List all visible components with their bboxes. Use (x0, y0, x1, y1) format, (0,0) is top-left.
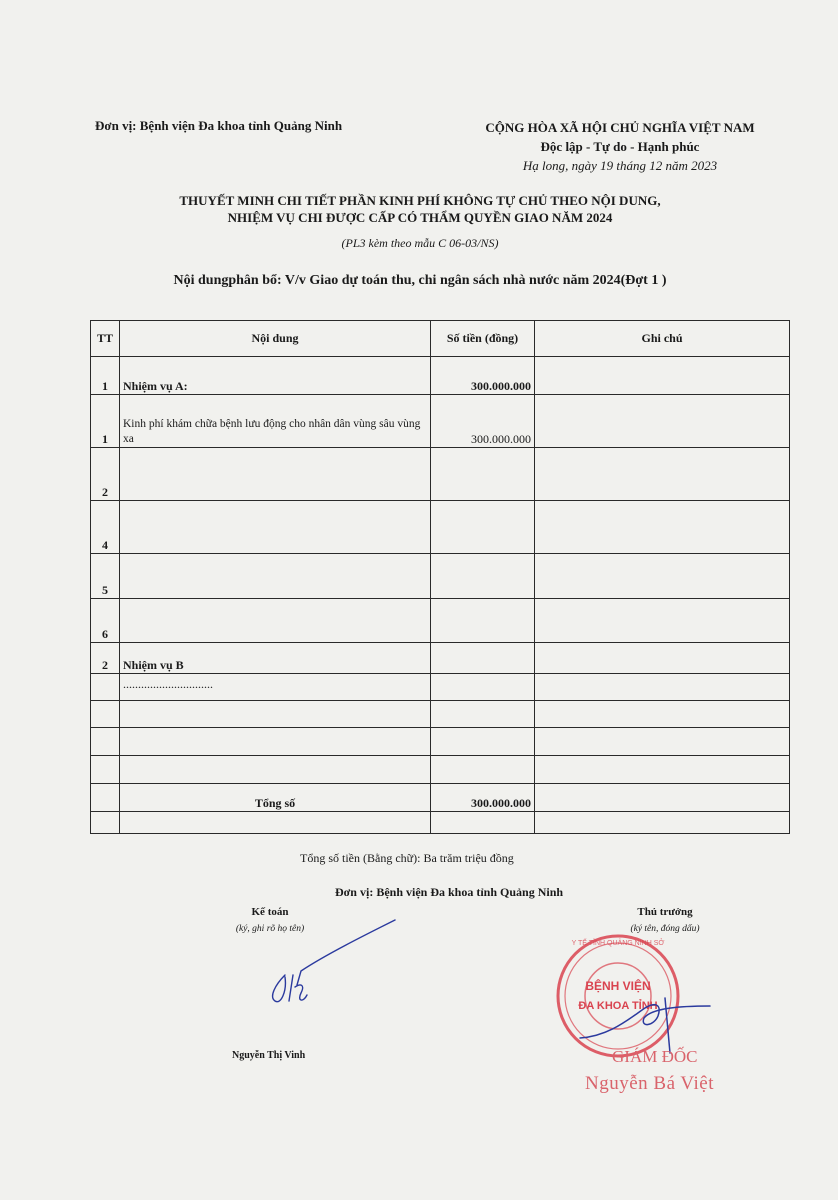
cell-note (535, 728, 790, 756)
director-title: GIÁM ĐỐC (612, 1047, 698, 1066)
cell-note (535, 599, 790, 643)
cell-tt: 5 (91, 554, 120, 599)
cell-total-amount: 300.000.000 (431, 784, 535, 812)
cell-total-label: Tổng số (120, 784, 431, 812)
cell-tt: 2 (91, 448, 120, 501)
document-title (80, 192, 760, 226)
table-row (91, 357, 790, 395)
accountant-note: (ký, ghi rõ họ tên) (235, 924, 305, 934)
cell-content (120, 448, 431, 501)
head-title: Thủ trưởng (637, 906, 693, 918)
table-row (91, 728, 790, 756)
header-content: Nội dung (120, 321, 431, 357)
cell-content (120, 728, 431, 756)
cell-tt: 1 (91, 395, 120, 448)
document-subtitle: (PL3 kèm theo mẫu C 06-03/NS) (341, 236, 499, 250)
accountant-title: Kế toán (251, 906, 289, 918)
cell-tt: 1 (91, 357, 120, 395)
table-row (91, 756, 790, 784)
cell-amount (431, 599, 535, 643)
cell-content (120, 501, 431, 554)
table-row (91, 643, 790, 674)
cell-amount: 300.000.000 (431, 357, 535, 395)
table-header-row (91, 321, 790, 357)
cell-amount (431, 756, 535, 784)
cell-tt (91, 701, 120, 728)
header-note: Ghi chú (535, 321, 790, 357)
cell-amount (431, 643, 535, 674)
cell-content: .............................. (120, 674, 431, 701)
cell-tt (91, 728, 120, 756)
cell-amount (431, 674, 535, 701)
cell-note (535, 501, 790, 554)
stamp-line-2: ĐA KHOA TỈNH (578, 1000, 658, 1012)
header-tt: TT (91, 321, 120, 357)
allocation-content: Nội dungphân bổ: V/v Giao dự toán thu, chi ngân sách nhà nước năm 2024(Đợt 1 ) (173, 273, 667, 288)
table-row (91, 599, 790, 643)
cell-amount (431, 501, 535, 554)
cell-content (120, 812, 431, 834)
cell-note (535, 812, 790, 834)
cell-amount (431, 448, 535, 501)
cell-content: Nhiệm vụ A: (120, 357, 431, 395)
cell-note (535, 448, 790, 501)
cell-content (120, 599, 431, 643)
cell-note (535, 674, 790, 701)
cell-tt (91, 674, 120, 701)
title-line-1: THUYẾT MINH CHI TIẾT PHẦN KINH PHÍ KHÔNG TỰ CHỦ THEO NỘI DUNG, (179, 193, 661, 208)
cell-note (535, 554, 790, 599)
table-row (91, 554, 790, 599)
accountant-signature-icon (255, 915, 405, 1010)
cell-amount: 300.000.000 (431, 395, 535, 448)
cell-content: Kinh phí khám chữa bệnh lưu động cho nhân dân vùng sâu vùng xa (120, 395, 431, 448)
cell-tt (91, 756, 120, 784)
cell-tt (91, 812, 120, 834)
cell-amount (431, 812, 535, 834)
table-row-total (91, 784, 790, 812)
total-in-words: Tổng số tiền (Bằng chữ): Ba trăm triệu đồng (300, 851, 514, 865)
country-name: CỘNG HÒA XÃ HỘI CHỦ NGHĨA VIỆT NAM (485, 120, 755, 135)
cell-amount (431, 554, 535, 599)
document-date: Hạ long, ngày 19 tháng 12 năm 2023 (522, 158, 718, 173)
accountant-name: Nguyễn Thị Vinh (232, 1050, 306, 1061)
table-row (91, 812, 790, 834)
cell-tt: 2 (91, 643, 120, 674)
national-header (440, 118, 800, 175)
cell-tt: 6 (91, 599, 120, 643)
table-row (91, 395, 790, 448)
motto: Độc lập - Tự do - Hạnh phúc (540, 139, 700, 154)
title-line-2: NHIỆM VỤ CHI ĐƯỢC CẤP CÓ THẨM QUYỀN GIAO NĂM 2024 (227, 210, 613, 225)
head-note: (ký tên, đóng dấu) (630, 924, 700, 934)
cell-amount (431, 701, 535, 728)
stamp-ring-text: Y TẾ TỈNH QUẢNG NINH SỞ (571, 940, 665, 947)
cell-note (535, 756, 790, 784)
director-name: Nguyễn Bá Việt (585, 1073, 714, 1094)
cell-tt (91, 784, 120, 812)
cell-note (535, 701, 790, 728)
table-row (91, 448, 790, 501)
cell-tt: 4 (91, 501, 120, 554)
cell-content: Nhiệm vụ B (120, 643, 431, 674)
cell-note (535, 784, 790, 812)
budget-table (90, 320, 790, 834)
cell-content (120, 554, 431, 599)
table-row (91, 701, 790, 728)
table-row (91, 501, 790, 554)
table-row (91, 674, 790, 701)
cell-content (120, 756, 431, 784)
cell-note (535, 643, 790, 674)
cell-note (535, 357, 790, 395)
header-amount: Số tiền (đồng) (431, 321, 535, 357)
cell-amount (431, 728, 535, 756)
director-signature-icon (570, 968, 720, 1058)
stamp-line-1: BỆNH VIỆN (585, 979, 651, 993)
unit-footer: Đơn vị: Bệnh viện Đa khoa tỉnh Quảng Ninh (335, 885, 564, 899)
cell-content (120, 701, 431, 728)
cell-note (535, 395, 790, 448)
unit-header: Đơn vị: Bệnh viện Đa khoa tỉnh Quảng Ninh (95, 118, 343, 133)
